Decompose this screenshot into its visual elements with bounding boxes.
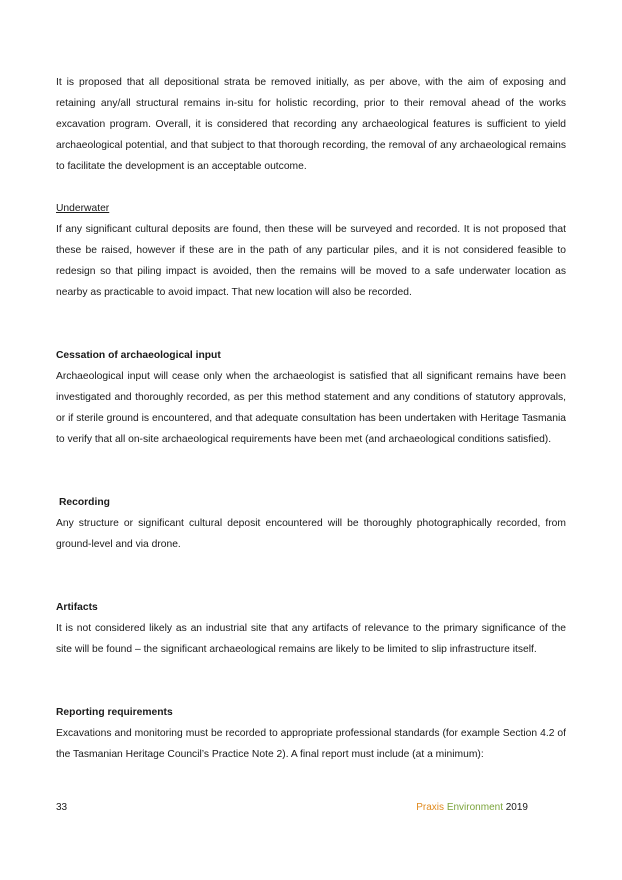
underwater-paragraph: If any significant cultural deposits are found, then these will be surveyed and recorded. It is not proposed that these be raised, however if these are in the path of any particular piles, and it is not considered feasible to redesign so that piling impact is avoided, then the remains will be moved to a safe underwater location as nearby as practicable to avoid impact. That new location will also be recorded.	[56, 224, 566, 298]
artifacts-heading: Artifacts	[56, 602, 98, 613]
recording-paragraph: Any structure or significant cultural deposit encountered will be thoroughly photographically recorded, from ground-level and via drone.	[56, 518, 566, 550]
brand-environment: Environment	[446, 802, 503, 813]
reporting-paragraph: Excavations and monitoring must be recorded to appropriate professional standards (for example Section 4.2 of the Tasmanian Heritage Council’s Practice Note 2). A final report must include (at a minimum):	[56, 728, 566, 760]
page-number: 33	[56, 802, 68, 813]
cessation-heading: Cessation of archaeological input	[56, 350, 221, 361]
cessation-paragraph: Archaeological input will cease only when the archaeologist is satisfied that all significant remains have been investigated and thoroughly recorded, as per this method statement and any conditions of statutory approvals, or if sterile ground is encountered, and that adequate consultation has been undertaken with Heritage Tasmania to verify that all on-site archaeological requirements have been met (and archaeological conditions satisfied).	[56, 371, 566, 445]
document-body	[56, 72, 566, 765]
artifacts-paragraph: It is not considered likely as an industrial site that any artifacts of relevance to the primary significance of the site will be found – the significant archaeological remains are likely to be limited to slip infrastructure itself.	[56, 623, 566, 655]
underwater-heading: Underwater	[56, 203, 110, 214]
brand-praxis: Praxis	[416, 802, 445, 813]
intro-paragraph: It is proposed that all depositional strata be removed initially, as per above, with the aim of exposing and retaining any/all structural remains in-situ for holistic recording, prior to their removal ahead of the works excavation program. Overall, it is considered that recording any archaeological features is sufficient to yield archaeological potential, and that subject to that thorough recording, the removal of any archaeological remains to facilitate the development is an acceptable outcome.	[56, 77, 566, 172]
company-brand	[416, 801, 528, 815]
recording-heading: Recording	[59, 497, 110, 508]
footer-year: 2019	[505, 802, 528, 813]
reporting-heading: Reporting requirements	[56, 707, 173, 718]
